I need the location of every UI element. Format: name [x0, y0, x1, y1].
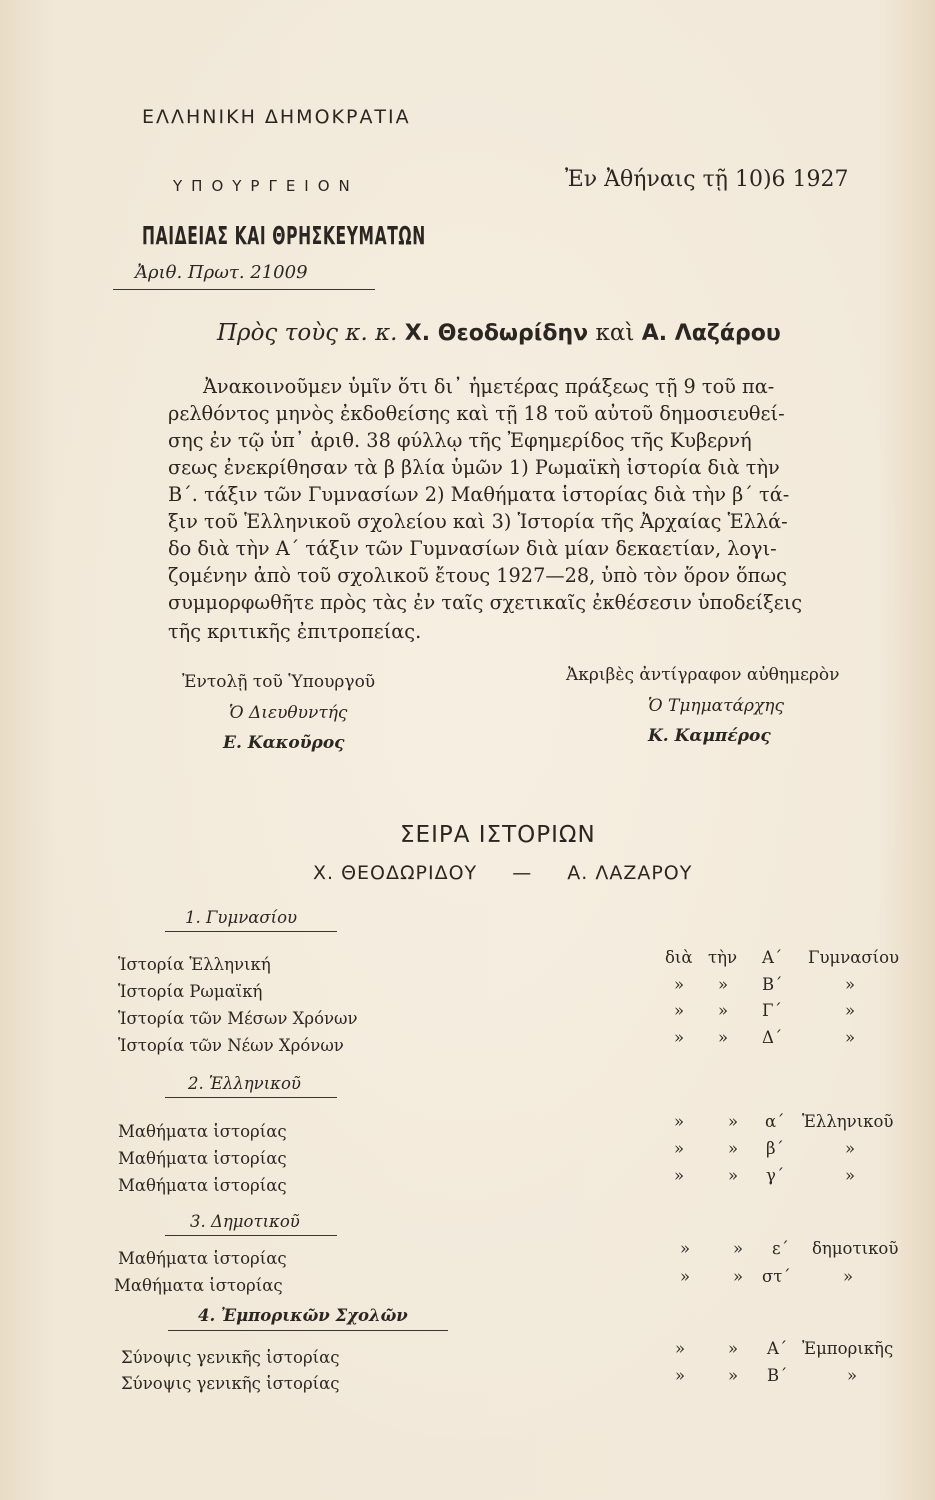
table-school: » [845, 975, 856, 994]
signature-right-name: Κ. Καμπέρος [648, 726, 771, 746]
section-heading: 2. Ἑλληνικοῦ [188, 1074, 301, 1093]
addressee-prefix: Πρὸς τοὺς κ. κ. [217, 320, 398, 346]
book-title: Μαθήματα ἱστορίας [118, 1149, 287, 1168]
table-school: » [845, 1001, 856, 1020]
section-underline [165, 931, 337, 932]
table-cell: » [728, 1339, 739, 1358]
table-cell: » [728, 1112, 739, 1131]
table-school: δημοτικοῦ [812, 1239, 899, 1258]
table-cell: τὴν [708, 948, 738, 967]
book-title: Ἱστορία Ἑλληνική [118, 955, 271, 974]
table-cell: διὰ [665, 948, 693, 967]
table-cell: » [733, 1267, 744, 1286]
book-title: Ἱστορία τῶν Μέσων Χρόνων [118, 1009, 358, 1028]
table-school: Ἑλληνικοῦ [802, 1112, 894, 1131]
table-grade: Α΄ [767, 1339, 788, 1358]
table-school: » [845, 1028, 856, 1047]
table-cell: » [674, 975, 685, 994]
series-authors [313, 862, 692, 884]
table-grade: Γ΄ [762, 1001, 782, 1020]
body-line: σης ἐν τῷ ὑπ᾽ ἀριθ. 38 φύλλῳ τῆς Ἐφημερίδος τῆς Κυβερνή [168, 429, 752, 452]
table-cell: » [674, 1001, 685, 1020]
book-title: Ἱστορία Ρωμαϊκή [118, 982, 263, 1001]
series-title: ΣΕΙΡΑ ΙΣΤΟΡΙΩΝ [400, 822, 596, 848]
section-underline [165, 1235, 337, 1236]
table-cell: » [718, 1001, 729, 1020]
body-line: ξιν τοῦ Ἑλληνικοῦ σχολείου καὶ 3) Ἱστορία τῆς Ἀρχαίας Ἑλλά- [168, 510, 788, 533]
section-heading: 3. Δημοτικοῦ [190, 1212, 300, 1231]
signature-left-order: Ἐντολῇ τοῦ Ὑπουργοῦ [182, 672, 376, 692]
body-line: σεως ἐνεκρίθησαν τὰ β βλία ὑμῶν 1) Ρωμαϊκὴ ἱστορία διὰ τὴν [168, 456, 780, 479]
table-cell: » [674, 1139, 685, 1158]
series-dash: — [512, 862, 533, 884]
body-line: δο διὰ τὴν Α΄ τάξιν τῶν Γυμνασίων διὰ μίαν δεκαετίαν, λογι- [168, 537, 777, 560]
table-school: » [843, 1267, 854, 1286]
table-grade: στ΄ [762, 1267, 791, 1286]
table-cell: » [718, 1028, 729, 1047]
book-title: Μαθήματα ἱστορίας [114, 1276, 283, 1295]
table-cell: » [674, 1112, 685, 1131]
protocol-underline [113, 289, 375, 290]
republic-heading: ΕΛΛΗΝΙΚΗ ΔΗΜΟΚΡΑΤΙΑ [142, 106, 411, 128]
series-author-2: Α. ΛΑΖΑΡΟΥ [567, 862, 693, 884]
table-cell: » [680, 1239, 691, 1258]
table-school: » [847, 1366, 858, 1385]
table-grade: ε΄ [772, 1239, 789, 1258]
addressee-name-1: Χ. Θεοδωρίδην [404, 321, 589, 346]
section-underline [168, 1330, 448, 1331]
book-title: Σύνοψις γενικῆς ἱστορίας [121, 1374, 340, 1393]
table-grade: β΄ [766, 1139, 784, 1158]
body-line: ρελθόντος μηνὸς ἐκδοθείσης καὶ τῇ 18 τοῦ αὐτοῦ δημοσιευθεί- [168, 402, 785, 425]
table-grade: Α΄ [762, 948, 783, 967]
table-grade: Δ΄ [762, 1028, 783, 1047]
table-school: » [845, 1139, 856, 1158]
signature-right-copy: Ἀκριβὲς ἀντίγραφον αὐθημερὸν [566, 665, 840, 685]
table-cell: » [675, 1339, 686, 1358]
addressee-line [217, 320, 781, 346]
table-school: Γυμνασίου [808, 948, 900, 967]
date-line: Ἐν Ἀθήναις τῇ 10)6 1927 [565, 167, 849, 192]
ministry-name: ΠΑΙΔΕΙΑΣ ΚΑΙ ΘΡΗΣΚΕΥΜΑΤΩΝ [142, 221, 426, 250]
table-cell: » [728, 1139, 739, 1158]
signature-left-title: Ὁ Διευθυντής [229, 703, 348, 723]
book-title: Μαθήματα ἱστορίας [118, 1249, 287, 1268]
table-cell: » [675, 1366, 686, 1385]
table-grade: γ΄ [766, 1166, 785, 1185]
addressee-name-2: Α. Λαζάρου [641, 321, 781, 346]
ministry-label: ΥΠΟΥΡΓΕΙΟΝ [173, 177, 359, 195]
table-cell: » [728, 1166, 739, 1185]
signature-left-name: Ε. Κακοῦρος [223, 733, 345, 753]
body-line: συμμορφωθῆτε πρὸς τὰς ἐν ταῖς σχετικαῖς ἐκθέσεσιν ὑποδείξεις [168, 591, 803, 614]
body-line: Β΄. τάξιν τῶν Γυμνασίων 2) Μαθήματα ἱστορίας διὰ τὴν β΄ τά- [168, 483, 790, 506]
table-cell: » [718, 975, 729, 994]
section-heading: 1. Γυμνασίου [185, 908, 298, 927]
table-school: » [845, 1166, 856, 1185]
table-cell: » [674, 1166, 685, 1185]
section-heading: 4. Ἐμπορικῶν Σχολῶν [198, 1306, 408, 1325]
book-title: Σύνοψις γενικῆς ἱστορίας [121, 1348, 340, 1367]
book-title: Μαθήματα ἱστορίας [118, 1176, 287, 1195]
series-author-1: Χ. ΘΕΟΔΩΡΙΔΟΥ [313, 862, 478, 884]
book-title: Ἱστορία τῶν Νέων Χρόνων [118, 1036, 344, 1055]
body-line: ζομένην ἀπὸ τοῦ σχολικοῦ ἔτους 1927—28, ὑπὸ τὸν ὅρον ὅπως [168, 564, 787, 587]
table-grade: α΄ [765, 1112, 785, 1131]
table-cell: » [733, 1239, 744, 1258]
table-grade: Β΄ [767, 1366, 788, 1385]
table-cell: » [680, 1267, 691, 1286]
table-cell: » [674, 1028, 685, 1047]
body-line: τῆς κριτικῆς ἐπιτροπείας. [168, 620, 422, 643]
table-school: Ἐμπορικῆς [802, 1339, 894, 1358]
section-underline [165, 1097, 337, 1098]
table-cell: » [728, 1366, 739, 1385]
addressee-conjunction: καὶ [595, 320, 635, 346]
table-grade: Β΄ [762, 975, 783, 994]
protocol-number: Ἀριθ. Πρωτ. 21009 [135, 262, 308, 283]
body-line: Ἀνακοινοῦμεν ὑμῖν ὅτι δι᾽ ἡμετέρας πράξεως τῇ 9 τοῦ πα- [203, 375, 775, 398]
signature-right-title: Ὁ Τμηματάρχης [648, 696, 784, 716]
book-title: Μαθήματα ἱστορίας [118, 1122, 287, 1141]
